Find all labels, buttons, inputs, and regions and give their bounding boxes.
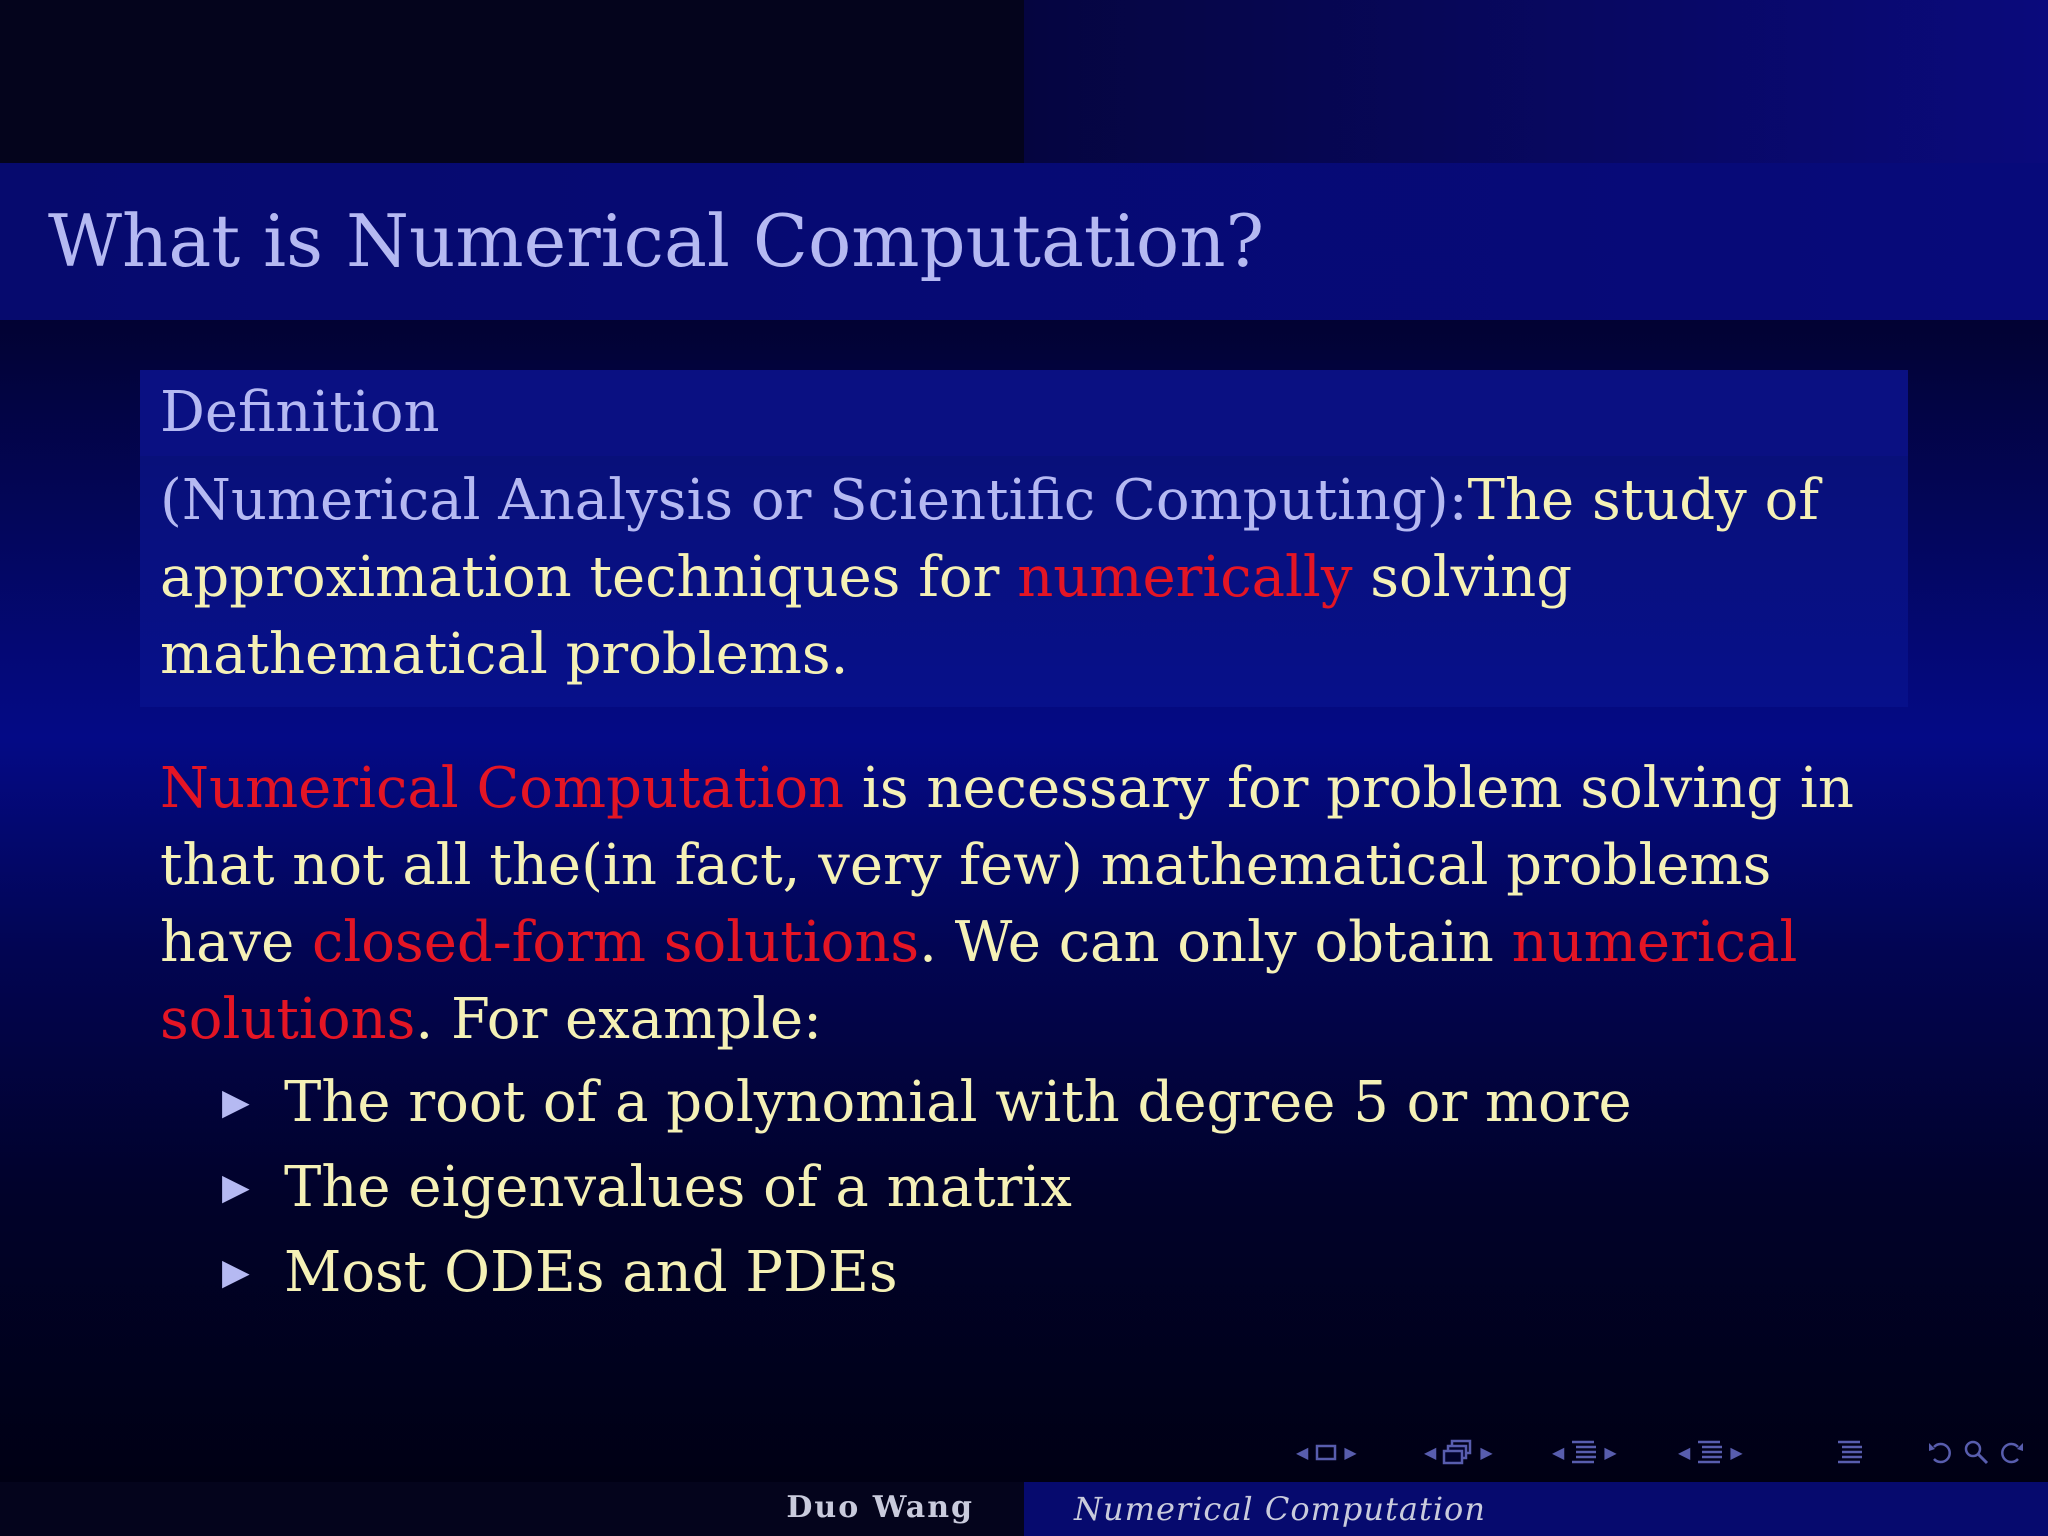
frame-title: What is Numerical Computation? <box>48 199 1265 283</box>
navigation-symbols <box>1296 1432 2036 1472</box>
header-right-panel <box>1024 0 2048 163</box>
right-triangle-icon: ▶ <box>222 1252 250 1293</box>
section-nav-icon[interactable]: ◀ ▶ <box>1552 1442 1617 1462</box>
main-paragraph <box>160 750 1900 1058</box>
search-controls <box>1926 1432 2026 1472</box>
alert-numerical-computation: Numerical Computation <box>160 756 845 821</box>
definition-block <box>140 370 1908 707</box>
forward-icon[interactable] <box>1996 1437 2026 1467</box>
alert-closed-form: closed-form solutions <box>312 910 920 975</box>
toc-icon[interactable] <box>1836 1432 1864 1472</box>
list-item-text: The root of a polynomial with degree 5 or more <box>284 1070 1632 1135</box>
paragraph-text-1: is necessary for problem solving in that not all the(in fact, very few) mathematical problems have <box>160 756 1854 975</box>
definition-text-end: solving mathematical problems. <box>160 545 1573 687</box>
example-list <box>160 1068 1632 1323</box>
header-navigation <box>0 0 1024 163</box>
footer-author: Duo Wang <box>786 1490 974 1525</box>
list-item-text: Most ODEs and PDEs <box>284 1240 898 1305</box>
definition-title: Definition <box>140 370 1908 456</box>
right-triangle-icon: ▶ <box>222 1082 250 1123</box>
definition-text: The study of approximation techniques for <box>160 468 1820 610</box>
footer-title-panel <box>1024 1482 2048 1536</box>
list-item <box>160 1068 1632 1153</box>
subsection-nav-icon[interactable]: ◀ ▶ <box>1424 1442 1493 1462</box>
definition-body <box>140 456 1908 707</box>
definition-term: (Numerical Analysis or Scientific Computing): <box>160 468 1468 533</box>
back-icon[interactable] <box>1926 1437 1956 1467</box>
frame-title-bar <box>0 163 2048 320</box>
definition-highlight: numerically <box>1017 545 1353 610</box>
list-item <box>160 1153 1632 1238</box>
alert-numerical-solutions: numerical solutions <box>160 910 1798 1052</box>
right-triangle-icon: ▶ <box>222 1167 250 1208</box>
list-item <box>160 1238 1632 1323</box>
frame-nav-icon[interactable]: ◀ ▶ <box>1296 1442 1357 1462</box>
list-item-text: The eigenvalues of a matrix <box>284 1155 1072 1220</box>
search-icon[interactable] <box>1962 1437 1990 1467</box>
document-nav-icon[interactable]: ◀ ▶ <box>1678 1442 1743 1462</box>
paragraph-text-2: . We can only obtain <box>919 910 1512 975</box>
footer-author-panel <box>0 1482 1024 1536</box>
paragraph-text-3: . For example: <box>415 987 823 1052</box>
footer-title: Numerical Computation <box>1074 1490 1486 1528</box>
